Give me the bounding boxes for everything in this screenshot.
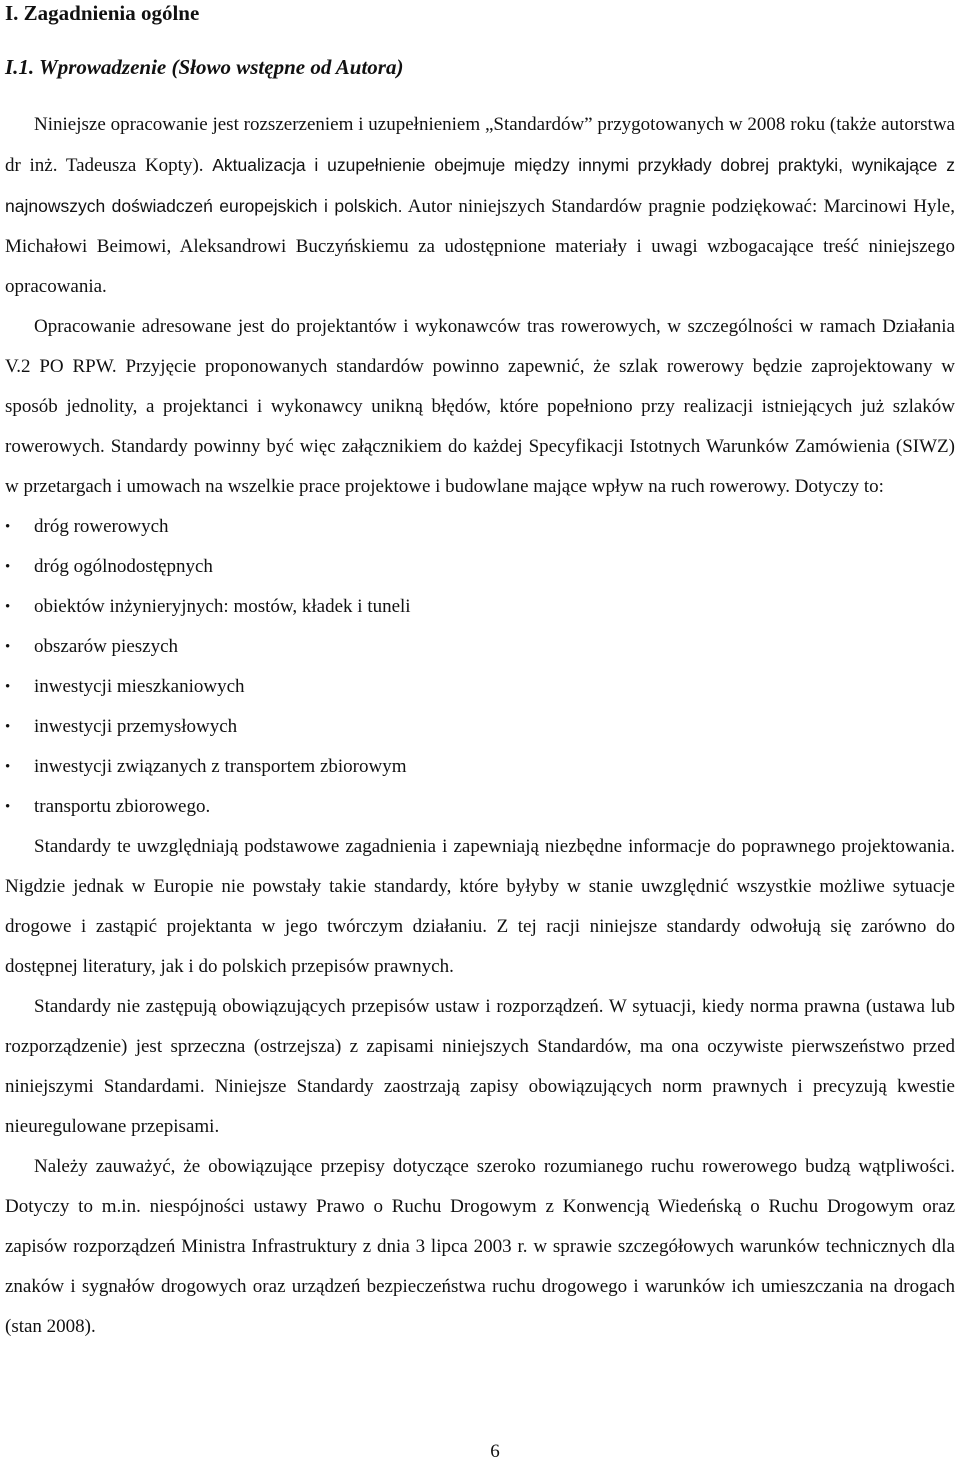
legal-doubts-paragraph: Należy zauważyć, że obowiązujące przepisy dotyczące szeroko rozumianego ruchu rowerowego budzą wątpliwości. Dotyczy to m.in. niespójności ustawy Prawo o Ruchu Drogowym z Konwencją Wiedeńską o Ruchu Drogowym oraz zapisów rozporządzeń Ministra Infrastruktury z dnia 3 lipca 2003 r. w sprawie szczegółowych warunków technicznych dla znaków i sygnałów drogowych oraz urządzeń bezpieczeństwa ruchu drogowego i warunków ich umieszczania na drogach (stan 2008).	[5, 1156, 955, 1337]
list-item: • obszarów pieszych	[5, 627, 955, 667]
list-item: • inwestycji mieszkaniowych	[5, 667, 955, 707]
bullet-icon: •	[5, 679, 11, 695]
bullet-icon: •	[5, 519, 11, 535]
scope-list	[5, 507, 955, 827]
bullet-icon: •	[5, 759, 11, 775]
subsection-heading: I.1. Wprowadzenie (Słowo wstępne od Autora)	[5, 55, 404, 79]
legal-precedence-paragraph: Standardy nie zastępują obowiązujących przepisów ustaw i rozporządzeń. W sytuacji, kiedy norma prawna (ustawa lub rozporządzenie) jest sprzeczna (ostrzejsza) z zapisami niniejszych Standardów, ma ona oczywiste pierwszeństwo przed niniejszymi Standardami. Niniejsze Standardy zaostrzają zapisy obowiązujących norm prawnych i precyzują kwestie nieuregulowane przepisami.	[5, 996, 955, 1137]
list-item: • dróg ogólnodostępnych	[5, 547, 955, 587]
list-item: • inwestycji przemysłowych	[5, 707, 955, 747]
bullet-icon: •	[5, 599, 11, 615]
bullet-icon: •	[5, 639, 11, 655]
bullet-icon: •	[5, 719, 11, 735]
bullet-icon: •	[5, 799, 11, 815]
list-item: • transportu zbiorowego.	[5, 787, 955, 827]
audience-paragraph: Opracowanie adresowane jest do projektantów i wykonawców tras rowerowych, w szczególności w ramach Działania V.2 PO RPW. Przyjęcie proponowanych standardów powinno zapewnić, że szlak rowerowy będzie zaprojektowany w sposób jednolity, a projektanci i wykonawcy unikną błędów, które popełniono przy realizacji istniejących już szlaków rowerowych. Standardy powinny być więc załącznikiem do każdej Specyfikacji Istotnych Warunków Zamówienia (SIWZ) w przetargach i umowach na wszelkie prace projektowe i budowlane mające wpływ na ruch rowerowy. Dotyczy to:	[5, 316, 955, 497]
section-heading: I. Zagadnienia ogólne	[5, 1, 200, 25]
intro-sentence-3: Autor niniejszych Standardów pragnie podziękować: Marcinowi Hyle, Michałowi Beimowi, Aleksandrowi Buczyńskiemu za udostępnione materiały i uwagi wzbogacające treść niniejszego opracowania.	[5, 196, 955, 297]
list-item: • inwestycji związanych z transportem zbiorowym	[5, 747, 955, 787]
document-page	[5, 0, 955, 1347]
intro-paragraph	[5, 105, 955, 307]
standards-scope-paragraph: Standardy te uwzględniają podstawowe zagadnienia i zapewniają niezbędne informacje do poprawnego projektowania. Nigdzie jednak w Europie nie powstały takie standardy, które byłyby w stanie uwzględnić wszystkie możliwe sytuacje drogowe i zastąpić projektanta w jego twórczym działaniu. Z tej racji niniejsze standardy odwołują się zarówno do dostępnej literatury, jak i do polskich przepisów prawnych.	[5, 836, 955, 977]
bullet-icon: •	[5, 559, 11, 575]
list-item: • obiektów inżynieryjnych: mostów, kładek i tuneli	[5, 587, 955, 627]
list-item: • dróg rowerowych	[5, 507, 955, 547]
page-number: 6	[490, 1441, 500, 1462]
intro-sentence-1: Niniejsze opracowanie jest rozszerzeniem i uzupełnieniem „Standardów” przygotowanych w 2008 roku (także autorstwa dr inż. Tadeusza Kopty).	[5, 114, 955, 176]
document-body	[5, 105, 955, 1347]
intro-sentence-2: Aktualizacja i uzupełnienie obejmuje między innymi przykłady dobrej praktyki, wynikające z najnowszych doświadczeń europejskich i polskich.	[5, 155, 955, 216]
